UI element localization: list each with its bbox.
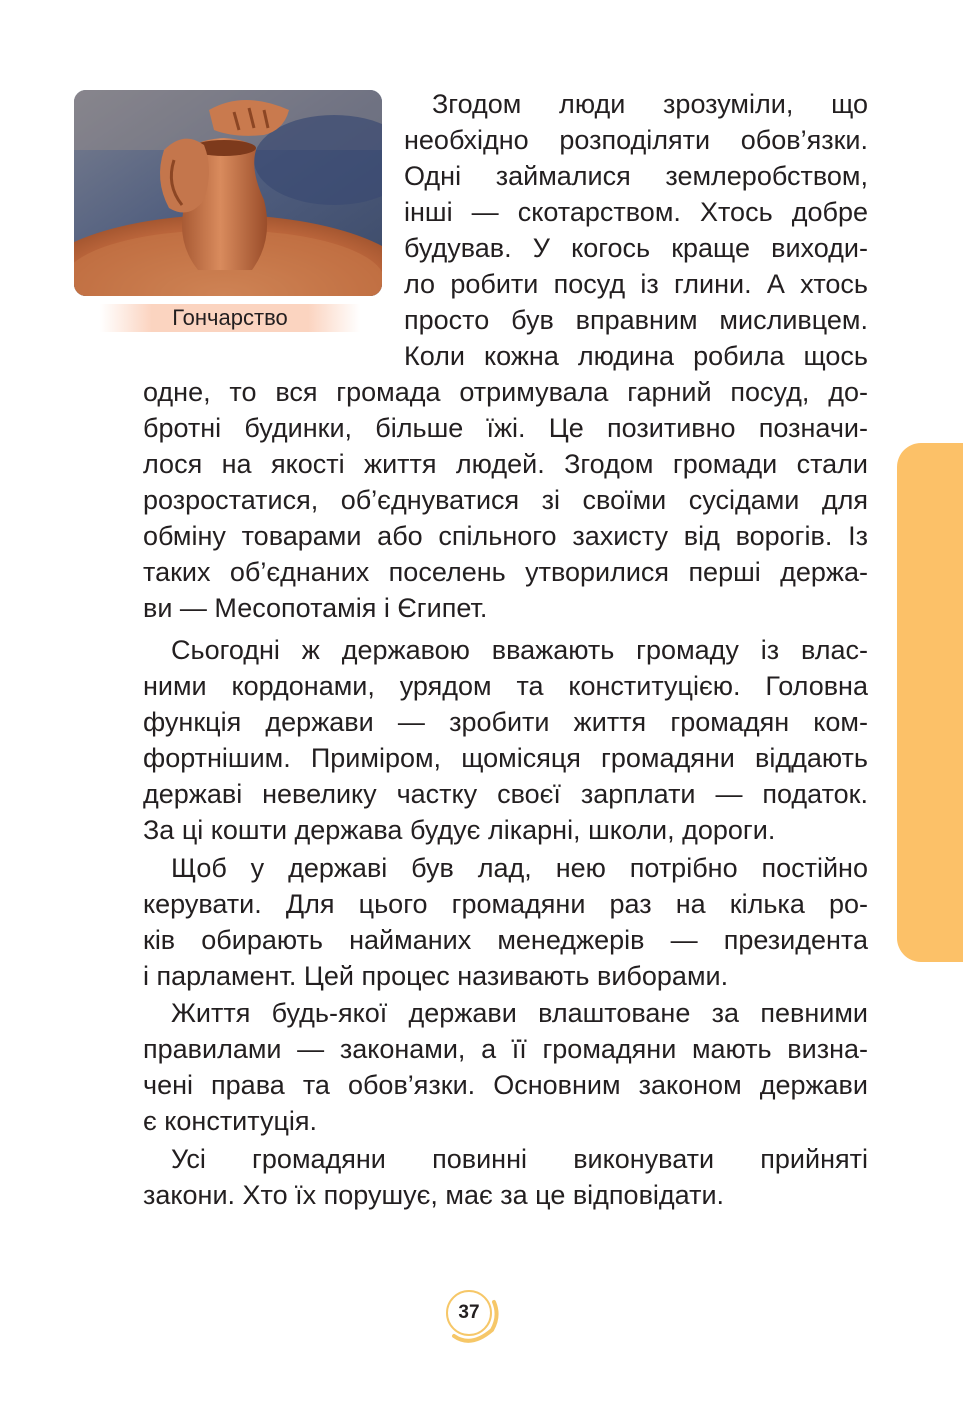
text-line: функція держави — зробити життя громадян ком-: [143, 707, 868, 737]
text-line: таких об’єднаних поселень утворилися перші держа-: [143, 557, 868, 587]
text-line: Коли кожна людина робила щось: [404, 341, 868, 371]
text-line: фортнішим. Приміром, щомісяця громадяни віддають: [143, 743, 868, 773]
pottery-image: [74, 90, 382, 296]
text-line: Щоб у державі був лад, нею потрібно постійно: [171, 853, 868, 883]
text-line: ви — Месопотамія і Єгипет.: [143, 593, 488, 623]
side-tab: [897, 443, 963, 962]
text-line: Сьогодні ж державою вважають громаду із влас-: [171, 635, 868, 665]
text-line: Згодом люди зрозуміли, що: [432, 89, 868, 119]
figure-caption: Гончарство: [100, 304, 360, 332]
text-line: є конституція.: [143, 1106, 318, 1136]
text-line: бротні будинки, більше їжі. Це позитивно позначи-: [143, 413, 868, 443]
text-line: Одні займалися землеробством,: [404, 161, 868, 191]
text-line: обміну товарами або спільного захисту від ворогів. Із: [143, 521, 868, 551]
text-line: За ці кошти держава будує лікарні, школи, дороги.: [143, 815, 776, 845]
text-line: просто був вправним мисливцем.: [404, 305, 868, 335]
text-line: Усі громадяни повинні виконувати прийняті: [171, 1144, 868, 1174]
text-line: ло робити посуд із глини. А хтось: [404, 269, 868, 299]
page-number: 37: [446, 1290, 492, 1336]
text-line: необхідно розподіляти обов’язки.: [404, 125, 868, 155]
text-line: чені права та обов’язки. Основним законом держави: [143, 1070, 868, 1100]
text-line: державі невелику частку своєї зарплати — податок.: [143, 779, 868, 809]
text-line: керувати. Для цього громадяни раз на кілька ро-: [143, 889, 868, 919]
text-line: лося на якості життя людей. Згодом громади стали: [143, 449, 868, 479]
text-line: одне, то вся громада отримувала гарний посуд, до-: [143, 377, 868, 407]
text-line: ними кордонами, урядом та конституцією. Головна: [143, 671, 868, 701]
text-line: правилами — законами, а її громадяни мають визна-: [143, 1034, 868, 1064]
text-line: Життя будь-якої держави влаштоване за певними: [171, 998, 868, 1028]
text-line: закони. Хто їх порушує, має за це відповідати.: [143, 1180, 725, 1210]
pottery-photo: [74, 90, 382, 296]
text-line: ків обирають найманих менеджерів — президента: [143, 925, 868, 955]
text-line: і парламент. Цей процес називають виборами.: [143, 961, 729, 991]
text-line: розростатися, об’єднуватися зі своїми сусідами для: [143, 485, 868, 515]
text-line: будував. У когось краще виходи-: [404, 233, 868, 263]
text-line: інші — скотарством. Хтось добре: [404, 197, 868, 227]
